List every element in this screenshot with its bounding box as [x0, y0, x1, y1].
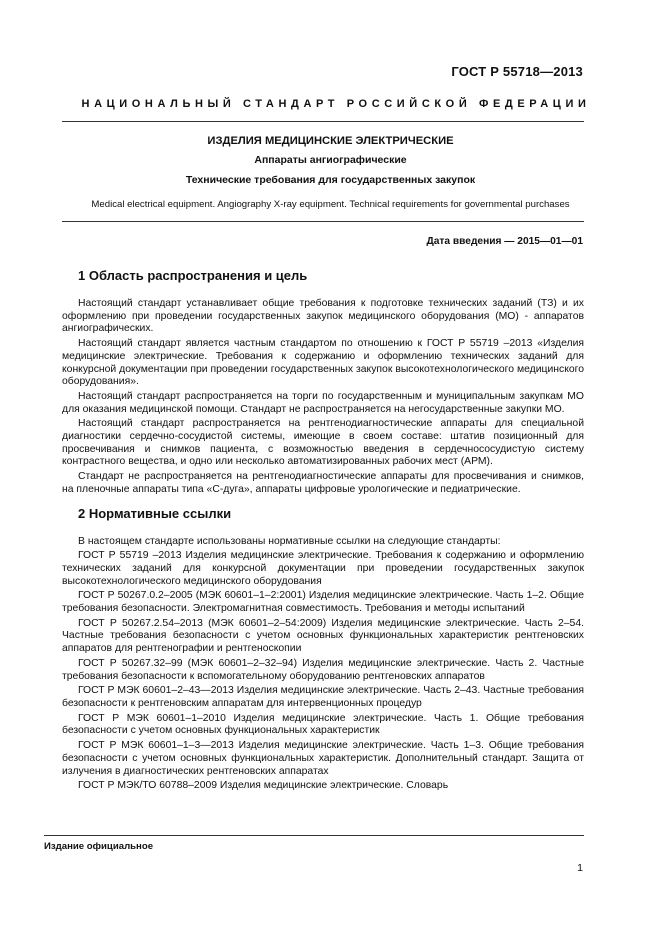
introduction-date: Дата введения — 2015—01—01 — [426, 236, 583, 247]
page-number: 1 — [577, 862, 583, 874]
section-1-paragraph: Стандарт не распространяется на рентгенодиагностические аппараты для просвечивания и снимков, на пленочные аппараты типа «С-дуга», аппараты цифровые урологические и педиатрические. — [62, 471, 584, 495]
section-2-paragraph: В настоящем стандарте использованы нормативные ссылки на следующие стандарты: — [78, 535, 501, 547]
official-edition-label: Издание официальное — [44, 841, 154, 852]
reference-item: ГОСТ Р 50267.2.54–2013 (МЭК 60601–2–54:2009) Изделия медицинские электрические. Часть 2–54. Частные требования безопасности с учетом основных функциональных характеристик рентгеновских аппаратов для рентгенографии и рентгеноскопии — [62, 617, 584, 655]
section-2-heading: 2 Нормативные ссылки — [78, 505, 232, 521]
document-body — [62, 268, 584, 795]
document-subtitle: Аппараты ангиографические — [254, 154, 407, 166]
section-1-heading: 1 Область распространения и цель — [78, 268, 308, 283]
document-subtitle-2: Технические требования для государственных закупок — [185, 174, 476, 186]
reference-item: ГОСТ Р МЭК 60601–2–43—2013 Изделия медицинские электрические. Часть 2–43. Частные требования безопасности к рентгеновским аппаратам для интервенционных процедур — [62, 685, 584, 709]
section-1-paragraph: Настоящий стандарт устанавливает общие требования к подготовке технических заданий (ТЗ) и их оформлению при проведении государственных закупок медицинского оборудования (МО) - аппаратов ангиографических. — [62, 298, 584, 335]
english-title: Medical electrical equipment. Angiography X-ray equipment. Technical requirements for governmental purchases — [91, 199, 570, 210]
reference-item: ГОСТ Р МЭК 60601–1–3—2013 Изделия медицинские электрические. Часть 1–3. Общие требования безопасности с учетом основных функциональных характеристик. Дополнительный стандарт. Защита от излучения в диагностических рентгеновских аппаратах — [62, 740, 584, 777]
document-code: ГОСТ Р 55718—2013 — [451, 64, 583, 79]
reference-item: ГОСТ Р 55719 –2013 Изделия медицинские электрические. Требования к содержанию и оформлению технических заданий для конкурсной документации при проведении государственных закупок высокотехнологического медицинского оборудования — [62, 550, 584, 587]
reference-item: ГОСТ Р 50267.32–99 (МЭК 60601–2–32–94) Изделия медицинские электрические. Часть 2. Частные требования безопасности к вспомогательному оборудованию рентгеновских аппаратов — [62, 657, 584, 682]
national-standard-banner: НАЦИОНАЛЬНЫЙ СТАНДАРТ РОССИЙСКОЙ ФЕДЕРАЦИИ — [81, 98, 591, 110]
section-1-paragraph: Настоящий стандарт является частным стандартом по отношению к ГОСТ Р 55719 –2013 «Изделия медицинские электрические. Требования к содержанию и оформлению технических заданий для конкурсной документации при проведении государственных закупок высокотехнологического медицинского оборудования». — [62, 338, 584, 388]
footer-divider — [44, 835, 584, 836]
document-title: ИЗДЕЛИЯ МЕДИЦИНСКИЕ ЭЛЕКТРИЧЕСКИЕ — [207, 135, 454, 147]
reference-item: ГОСТ Р МЭК 60601–1–2010 Изделия медицинские электрические. Часть 1. Общие требования безопасности с учетом основных функциональных характеристик — [62, 712, 584, 737]
reference-item: ГОСТ Р МЭК/ТО 60788–2009 Изделия медицинские электрические. Словарь — [78, 780, 449, 792]
section-1-paragraph: Настоящий стандарт распространяется на рентгенодиагностические аппараты для специальной диагностики сердечно-сосудистой системы, имеющие в своем составе: штатив позиционный для просвечивания и снимков пациента, с возможностью введения в сердечнососудистую систему контрастного вещества, и одно или несколько автоматизированных рабочих мест (АРМ). — [62, 418, 584, 468]
header-divider — [62, 121, 584, 122]
reference-item: ГОСТ Р 50267.0.2–2005 (МЭК 60601–1–2:2001) Изделия медицинские электрические. Часть 1–2. Общие требования безопасности. Электромагнитная совместимость. Требования и методы испытаний — [62, 590, 584, 615]
title-divider — [62, 221, 584, 222]
section-1-paragraph: Настоящий стандарт распространяется на торги по государственным и муниципальным закупкам МО для оказания медицинской помощи. Стандарт не распространяется на негосударственные закупки МО. — [62, 390, 584, 415]
